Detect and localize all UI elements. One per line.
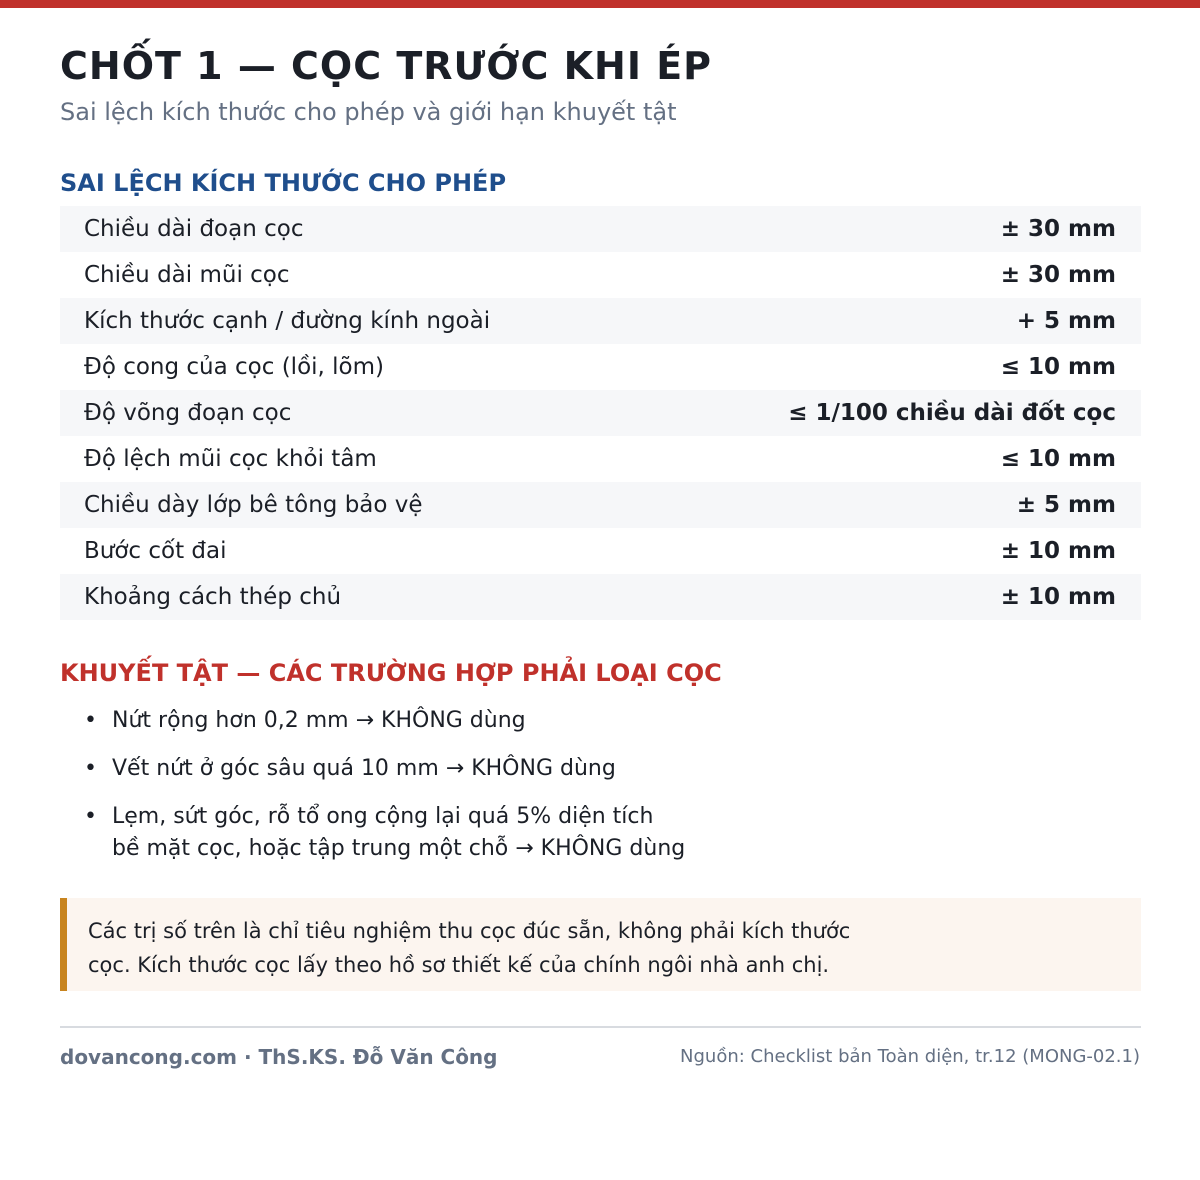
footer-source: Nguồn: Checklist bản Toàn diện, tr.12 (MONG-02.1) bbox=[680, 1046, 1140, 1067]
tolerance-value: ± 10 mm bbox=[1000, 538, 1116, 564]
tolerance-value: ≤ 10 mm bbox=[1000, 354, 1116, 380]
tolerance-value: + 5 mm bbox=[1016, 308, 1116, 334]
page-subtitle: Sai lệch kích thước cho phép và giới hạn khuyết tật bbox=[60, 98, 677, 126]
defect-text: Vết nứt ở góc sâu quá 10 mm → KHÔNG dùng bbox=[112, 756, 616, 781]
footer-author: dovancong.com · ThS.KS. Đỗ Văn Công bbox=[60, 1045, 498, 1069]
defect-item bbox=[84, 753, 1084, 785]
top-accent-bar bbox=[0, 0, 1200, 8]
tolerance-row bbox=[60, 390, 1141, 436]
tolerance-table bbox=[60, 206, 1141, 620]
footer-divider bbox=[60, 1026, 1141, 1028]
tolerance-row bbox=[60, 206, 1141, 252]
note-callout bbox=[60, 898, 1141, 991]
tolerance-row bbox=[60, 298, 1141, 344]
tolerance-value: ± 5 mm bbox=[1016, 492, 1116, 518]
tolerance-value: ± 30 mm bbox=[1000, 262, 1116, 288]
tolerance-label: Chiều dày lớp bê tông bảo vệ bbox=[84, 492, 423, 518]
note-text: Các trị số trên là chỉ tiêu nghiệm thu cọc đúc sẵn, không phải kích thước bbox=[88, 919, 851, 943]
defect-text: Lẹm, sứt góc, rỗ tổ ong cộng lại quá 5% diện tích bbox=[112, 804, 654, 829]
tolerance-value: ± 30 mm bbox=[1000, 216, 1116, 242]
tolerance-section-heading: SAI LỆCH KÍCH THƯỚC CHO PHÉP bbox=[60, 169, 507, 197]
defect-item bbox=[84, 801, 1084, 865]
bullet-icon: • bbox=[84, 708, 97, 733]
tolerance-row bbox=[60, 574, 1141, 620]
page-title: CHỐT 1 — CỌC TRƯỚC KHI ÉP bbox=[60, 44, 713, 88]
tolerance-value: ± 10 mm bbox=[1000, 584, 1116, 610]
tolerance-row bbox=[60, 528, 1141, 574]
defects-section-heading: KHUYẾT TẬT — CÁC TRƯỜNG HỢP PHẢI LOẠI CỌC bbox=[60, 659, 722, 687]
tolerance-label: Khoảng cách thép chủ bbox=[84, 584, 342, 610]
bullet-icon: • bbox=[84, 756, 97, 781]
tolerance-row bbox=[60, 252, 1141, 298]
tolerance-label: Độ võng đoạn cọc bbox=[84, 400, 292, 426]
bullet-icon: • bbox=[84, 804, 97, 829]
defect-text-continued: bề mặt cọc, hoặc tập trung một chỗ → KHÔNG dùng bbox=[112, 836, 686, 861]
tolerance-label: Bước cốt đai bbox=[84, 538, 227, 564]
tolerance-value: ≤ 10 mm bbox=[1000, 446, 1116, 472]
note-text-continued: cọc. Kích thước cọc lấy theo hồ sơ thiết kế của chính ngôi nhà anh chị. bbox=[88, 953, 830, 977]
tolerance-value: ≤ 1/100 chiều dài đốt cọc bbox=[788, 400, 1116, 426]
tolerance-row bbox=[60, 436, 1141, 482]
tolerance-label: Chiều dài đoạn cọc bbox=[84, 216, 304, 242]
tolerance-row bbox=[60, 344, 1141, 390]
tolerance-label: Độ cong của cọc (lồi, lõm) bbox=[84, 354, 384, 380]
defect-text: Nứt rộng hơn 0,2 mm → KHÔNG dùng bbox=[112, 708, 526, 733]
tolerance-row bbox=[60, 482, 1141, 528]
tolerance-label: Chiều dài mũi cọc bbox=[84, 262, 290, 288]
tolerance-label: Độ lệch mũi cọc khỏi tâm bbox=[84, 446, 377, 472]
defect-item bbox=[84, 705, 1084, 737]
defect-list bbox=[84, 705, 1084, 881]
tolerance-label: Kích thước cạnh / đường kính ngoài bbox=[84, 308, 491, 334]
